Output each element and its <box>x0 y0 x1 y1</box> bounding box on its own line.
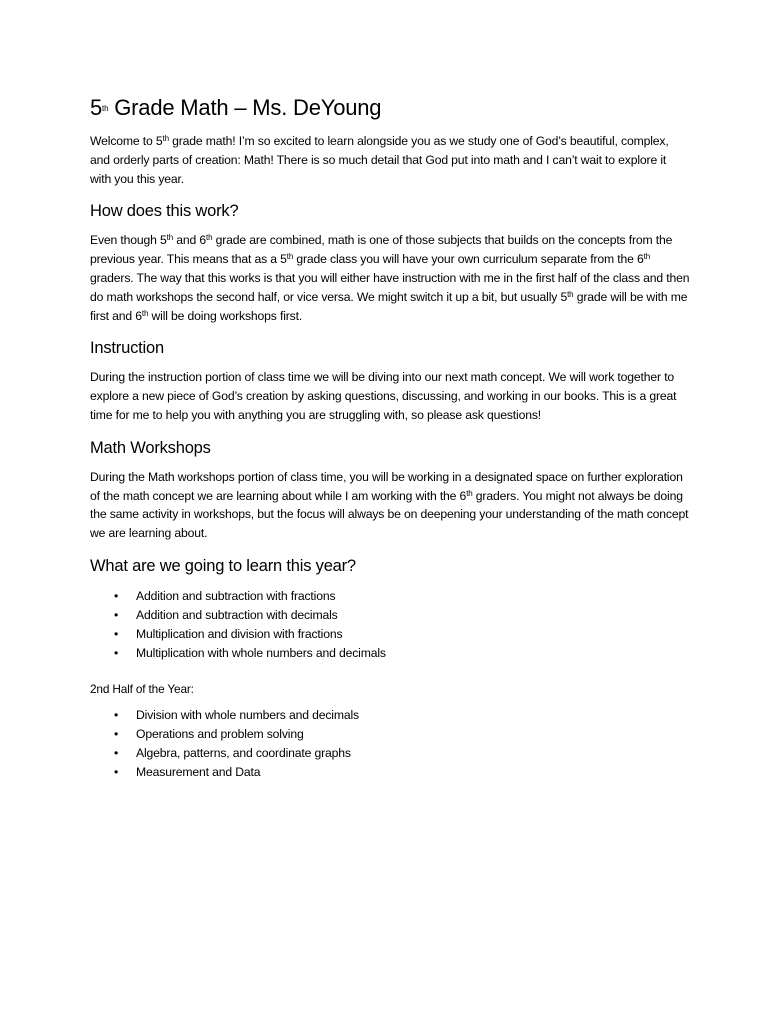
section-heading-how-it-works: How does this work? <box>90 202 239 221</box>
bullet-icon: • <box>114 707 119 722</box>
list-item-text: Addition and subtraction with decimals <box>136 607 338 622</box>
list-item <box>90 644 690 663</box>
section-heading-math-workshops: Math Workshops <box>90 438 211 457</box>
list-item-text: Algebra, patterns, and coordinate graphs <box>136 745 351 760</box>
intro-superscript: th <box>162 134 169 143</box>
title-grade-superscript: th <box>102 104 109 113</box>
superscript: th <box>141 308 149 318</box>
bullet-icon: • <box>114 607 119 622</box>
superscript: th <box>166 233 174 243</box>
document-page <box>90 94 690 782</box>
body-text: grade class you will have your own curriculum separate from the 6 <box>293 252 644 267</box>
bullet-icon: • <box>114 626 119 641</box>
superscript: th <box>286 252 294 262</box>
list-item-text: Operations and problem solving <box>136 726 304 741</box>
superscript: th <box>567 289 574 299</box>
list-item-text: Multiplication and division with fractions <box>136 626 343 641</box>
how-it-works-paragraph <box>90 231 690 325</box>
list-item-text: Division with whole numbers and decimals <box>136 707 359 722</box>
list-item <box>90 706 690 725</box>
workshops-paragraph <box>90 468 690 543</box>
list-item <box>90 725 690 744</box>
body-text: graders. You might not always be doing the same activity in workshops, but the focus will always be on deepening your understanding of the math concept we are learning about. <box>90 488 689 541</box>
bullet-icon: • <box>114 645 119 660</box>
title-grade-number: 5 <box>90 95 103 120</box>
list-item <box>90 625 690 644</box>
list-item-text: Multiplication with whole numbers and decimals <box>136 645 386 660</box>
bullet-icon: • <box>114 726 119 741</box>
bullet-icon: • <box>114 588 119 603</box>
list-item <box>90 587 690 606</box>
body-text: grade will be with me first and 6 <box>90 289 688 323</box>
body-text: During the Math workshops portion of class time, you will be working in a designated space on further exploration of the math concept we are learning about while I am working with the 6 <box>90 469 683 503</box>
section-heading-learn: What are we going to learn this year? <box>90 556 356 575</box>
body-text: graders. The way that this works is that you will either have instruction with me in the first half of the class and then do math workshops the second half, or vice versa. We might switch it up a bit, but usually 5 <box>90 270 690 304</box>
list-item-text: Addition and subtraction with fractions <box>136 588 336 603</box>
list-item <box>90 606 690 625</box>
list-item <box>90 744 690 763</box>
body-text: Even though 5 <box>90 233 167 248</box>
body-text: grade are combined, math is one of those subjects that builds on the concepts from the previous year. This means that as a 5 <box>90 233 673 267</box>
title-rest: Grade Math – Ms. DeYoung <box>108 95 382 120</box>
list-item <box>90 763 690 782</box>
body-text: and 6 <box>173 233 207 248</box>
second-half-label: 2nd Half of the Year: <box>90 681 194 696</box>
superscript: th <box>643 252 651 262</box>
instruction-paragraph: During the instruction portion of class time we will be diving into our next math concept. We will work together to explore a new piece of God’s creation by asking questions, discussing, and working in our books. This is a great time for me to help you with anything you are struggling with, so please ask questions! <box>90 370 677 422</box>
list-item-text: Measurement and Data <box>136 764 261 779</box>
page-title <box>90 94 690 122</box>
superscript: th <box>466 488 473 498</box>
bullet-icon: • <box>114 764 119 779</box>
intro-paragraph <box>90 132 690 188</box>
intro-text: Welcome to 5 <box>90 134 163 148</box>
body-text: will be doing workshops first. <box>148 308 303 323</box>
superscript: th <box>206 233 213 243</box>
second-half-topic-list <box>90 706 690 782</box>
intro-text: grade math! I’m so excited to learn alongside you as we study one of God’s beautiful, complex, and orderly parts of creation: Math! There is so much detail that God put into math and I can’t wait to explore it with you this year. <box>90 134 669 186</box>
first-half-topic-list <box>90 587 690 663</box>
section-heading-instruction: Instruction <box>90 339 164 358</box>
bullet-icon: • <box>114 745 119 760</box>
